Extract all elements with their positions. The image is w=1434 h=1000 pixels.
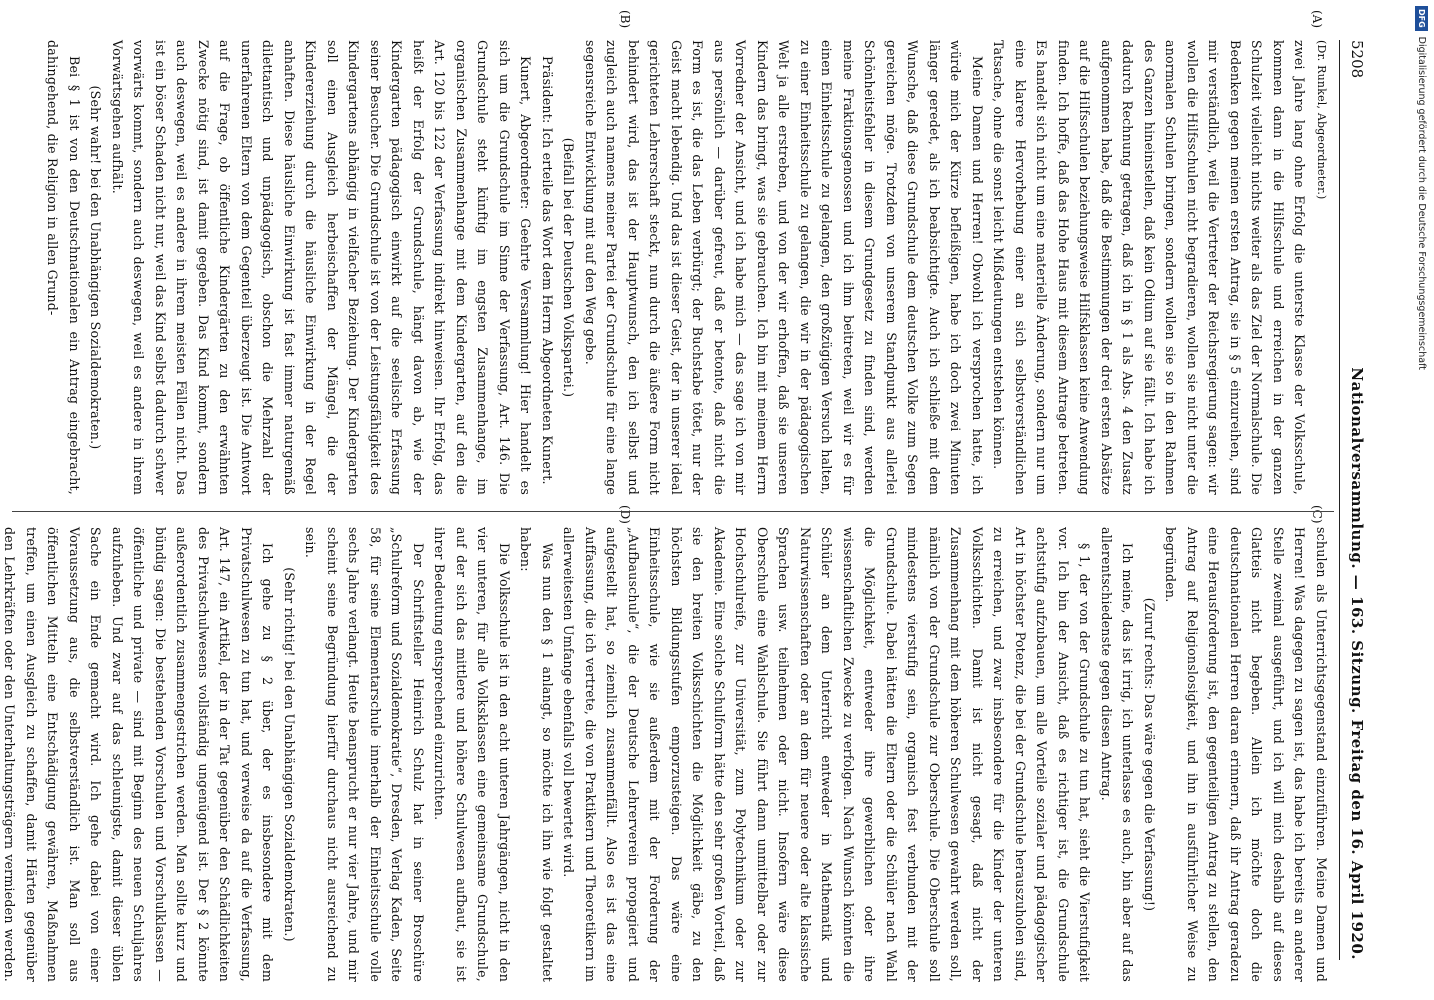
left-column <box>42 40 1332 495</box>
speaker-note: (Dr. Runkel, Abgeordneter.) <box>1315 40 1328 200</box>
paragraph: § 1, der von der Grundschule zu tun hat, sieht die Vierstufigkeit vor. Ich bin der Ansicht, daß es richtiger ist, die Grundschule achtstufig aufzubauen, um alle Vorteile sozialer und pädagogischer Art in höchster Potenz, die bei der Grundschule herauszuholen sind, zu erreichen, und zwar insbesondere für die Kinder der unteren Volksschichten. Damit ist nicht gesagt, daß nicht der Zusammenhang mit dem höheren Schulwesen gewahrt werden soll, nämlich von der Grundschule zur Oberschule. Die Oberschule soll mindestens vierstufig sein, organisch fest verbunden mit der Grundschule. Dabei hätten die Eltern oder die Schüler nach Wahl die Möglichkeit, entweder ihre gewerblichen oder ihre wissenschaftlichen Zwecke zu verfolgen. Nach Wunsch könnten die Schüler an dem Unterricht entweder in Mathematik und Naturwissenschaften oder an dem für neuere oder alte klassische Sprachen usw. teilnehmen oder nicht. Insofern wäre diese Oberschule eine Wahlschule. Sie führt dann unmittelbar oder zur Hochschulreife, zur Universität, zum Polytechnikum oder zur Akademie. Eine solche Schulform hätte den sehr großen Vorteil, daß sie den breiten Volksschichten die Möglichkeit gäbe, zu den höchsten Bildungsstufen emporzusteigen. Das wäre eine Einheitsschule, wie sie außerdem mit der Forderung der „Aufbauschule“, die der Deutsche Lehrerverein propagiert und aufgestellt hat, so ziemlich zusammenfällt. Also es ist das eine Auffassung, die ich vertrete, die von Praktikern und Theoretikern im allerweitesten Umfange ebenfalls voll bewertet wird. <box>561 527 1093 982</box>
paragraph: Ich meine, das ist irrig, ich unterlasse es auch, bin aber auf das allerentschiedenste gegen diesen Antrag. <box>1099 527 1136 982</box>
page-number: 5208 <box>1348 40 1366 79</box>
paragraph: Ich gehe zu § 2 über, der es insbesondere mit dem Privatschulwesen zu tun hat, und verweise da auf die Verfassung, Art. 147, ein Artikel, der in der Tat gegenüber den Schädlichkeiten des Privatschulwesens vollständig ungenügend ist. Der § 2 könnte außerordentlich zusammengestrichen werden. Man sollte kurz und bündig sagen: Die bestehenden Vorschulen und Vorschulklassen — öffentliche und private — sind mit Beginn des neuen Schuljahres aufzuheben. Und zwar auf das schleunigste, damit dieser üblen Sache ein Ende gemacht wird. Ich gehe dabei von einer Voraussetzung aus, die selbstverständlich ist. Man soll aus öffentlichen Mitteln eine Entschädigung gewähren, Maßnahmen treffen, um einen Ausgleich zu schaffen, damit Härten gegenüber den Lehrkräften oder den Unterhaltungsträgern vermieden werden. <box>2 527 276 982</box>
header-rule <box>1339 40 1340 960</box>
margin-marker-c: (C) <box>1310 505 1324 524</box>
right-column <box>0 527 1332 982</box>
paragraph: schulen als Unterrichtsgegenstand einzuführen. Meine Damen und Herren! Was dagegen zu sagen ist, das habe ich bereits an anderer Stelle zweimal ausgeführt, und ich will mich deshalb auf dieses Glatteis nicht begeben. Allein ich möchte doch die deutschnationalen Herren daran erinnern, daß ihr Antrag geradezu eine Herausforderung ist, den gegenteiligen Antrag zu stellen, den Antrag auf Religionslosigkeit, und ihn in ausführlicher Weise zu begründen. <box>1163 527 1329 982</box>
digitization-stamp <box>1412 6 1430 996</box>
paragraph: Bei § 1 ist von den Deutschnationalen ein Antrag eingebracht, dahingehend, die Religion in allen Grund- <box>45 40 82 495</box>
paragraph: Meine Damen und Herren! Obwohl ich versprochen hatte, ich würde mich der Kürze befleißigen, habe ich doch zwei Minuten länger geredet, als ich beabsichtigte. Auch ich schließe mit dem Wunsche, daß diese Grundschule dem deutschen Volke zum Segen gereichen möge. Trotzdem von unserem Standpunkt aus allerlei Schönheitsfehler in diesem Grundgesetz zu finden sind, werden meine Fraktionsgenossen und ich ihm beitreten, weil wir es für einen Einheitsschule zu gelangen, den großzügigen Versuch halten, zu einer Einheitsschule zu gelangen, die wir in der pädagogischen Welt ja alle erstreben, und von der wir erhoffen, daß sie unseren Kindern das bringt, was sie gebrauchen. Ich bin mit meinem Herrn Vorredner der Ansicht, und ich habe mich — das sage ich von mir aus persönlich — darüber gefreut, daß er betonte, daß nicht die Form es ist, die das Leben verbürgt; der Buchstabe tötet, nur der Geist macht lebendig. Und das ist dieser Geist, der in unserer ideal gerichteten Lehrerschaft steckt, nun durch die äußere Form nicht behindert wird, das ist der Hauptwunsch, den ich selbst und zugleich auch namens meiner Partei der Grundschule für eine lange segensreiche Entwicklung mit auf den Weg gebe. <box>583 40 985 495</box>
dfg-logo: DFG <box>1415 6 1428 31</box>
applause-note: (Sehr wahr! bei den Unabhängigen Sozialdemokraten.) <box>88 85 104 450</box>
president-remark: Präsident: Ich erteile das Wort dem Herrn Abgeordneten Kunert. <box>540 56 555 485</box>
margin-marker-a: (A) <box>1310 10 1324 29</box>
applause-note: (Beifall bei der Deutschen Volkspartei.) <box>561 137 577 398</box>
paragraph: Was nun den § 1 anlangt, so möchte ich ihn wie folgt gestaltet haben: <box>518 527 555 982</box>
quoted-proposal: Die Volksschule ist in den acht unteren Jahrgängen, nicht in den vier unteren, für alle Volksklassen eine gemeinsame Grundschule, auf der sich das mittlere und höhere Schulwesen aufbaut, sie ist ihrer Bedeutung entsprechend einzurichten. <box>432 527 512 982</box>
applause-note: (Sehr richtig! bei den Unabhängigen Sozialdemokraten.) <box>282 567 297 942</box>
paragraph: zwei Jahre lang ohne Erfolg die unterste Klasse der Volksschule, kommen dann in die Hilfsschule und erreichen in der ganzen Schulzeit vielleicht nichts weiter als das Ziel der Normalschule. Die Bedenken gegen meinen ersten Antrag, sie in § 5 einzureihen, sind mir verständlich, weil die Vertreter der Reichsregierung sagen: wir wollen die Hilfsschulen nicht begradieren, wollen sie nicht unter die anormalen Schulen bringen, sondern wollen sie so in den Rahmen des Ganzen hineinstellen, daß kein Odium auf sie fällt. Ich habe ich dadurch Rechnung getragen, daß ich in § 1 als Abs. 4 den Zusatz aufgenommen habe, daß die Bestimmungen der drei ersten Absätze auf die Hilfsschulen beziehungsweise Hilfsklassen keine Anwendung finden. Ich hoffe, daß das Hohe Haus mit diesem Antrage betreten. Es handelt sich nicht um eine materielle Änderung, sondern nur um eine klarere Hervorhebung einer an sich selbstverständlichen Tatsache, ohne die sonst leicht Mißdeutungen entstehen können. <box>991 40 1308 495</box>
interjection: (Zuruf rechts: Das wäre gegen die Verfassung!) <box>1142 597 1157 912</box>
margin-marker-b: (B) <box>618 10 632 29</box>
column-divider <box>12 511 1334 512</box>
running-title: Nationalversammlung. — 163. Sitzung. Freitag den 16. April 1920. <box>1348 367 1366 960</box>
margin-marker-d: (D) <box>618 505 632 524</box>
paragraph: Kunert, Abgeordneter: Geehrte Versammlung! Hier handelt es sich um die Grundschule im Sinne der Verfassung, Art. 146. Die Grundschule steht künftig im engsten Zusammenhange, im organischen Zusammenhange mit dem Kindergarten, auf den die Art. 120 bis 122 der Verfassung indirekt hinweisen. Ihr Erfolg, das heißt der Erfolg der Grundschule, hängt davon ab, wie der Kindergarten pädagogisch einwirkt auf die seelische Erfassung seiner Besucher. Die Grundschule ist von der Leistungsfähigkeit des Kindergartens abhängig in vielfacher Beziehung. Der Kindergarten soll einen Ausgleich herbeischaffen der Mängel, die der Kindererziehung durch die häusliche Einwirkung in der Regel anhaften. Diese häusliche Einwirkung ist fast immer naturgemäß dilettantisch und unpädagogisch, obschon die Mehrzahl der unerfahrenen Eltern von dem Gegenteil überzeugt ist. Die Antwort auf die Frage, ob öffentliche Kindergärten zu den erwähnten Zwecke nötig sind, ist damit gegeben. Das Kind kommt, sondern auch deswegen, weil es andere in ihrem meisten Fällen nicht. Das ist ein böser Schaden nicht nur, weil das Kind selbst dadurch schwer vorwärts kommt, sondern auch deswegen, weil es andere in ihrem Vorwärtsgehen aufhält. <box>110 40 534 495</box>
stamp-text: Digitalisierung gefördert durch die Deutsche Forschungsgemeinschaft <box>1416 36 1427 370</box>
page-header <box>1342 40 1366 960</box>
paragraph: Der Schriftsteller Heinrich Schulz hat in seiner Broschüre „Schulreform und Sozialdemokratie“, Dresden, Verlag Kaden, Seite 58, für seine Elementarschule innerhalb der Einheitsschule volle sechs Jahre verlangt. Heute beansprucht er nur vier Jahre, und mir scheint seine Begründung hierfür durchaus nicht ausreichend zu sein. <box>303 527 426 982</box>
